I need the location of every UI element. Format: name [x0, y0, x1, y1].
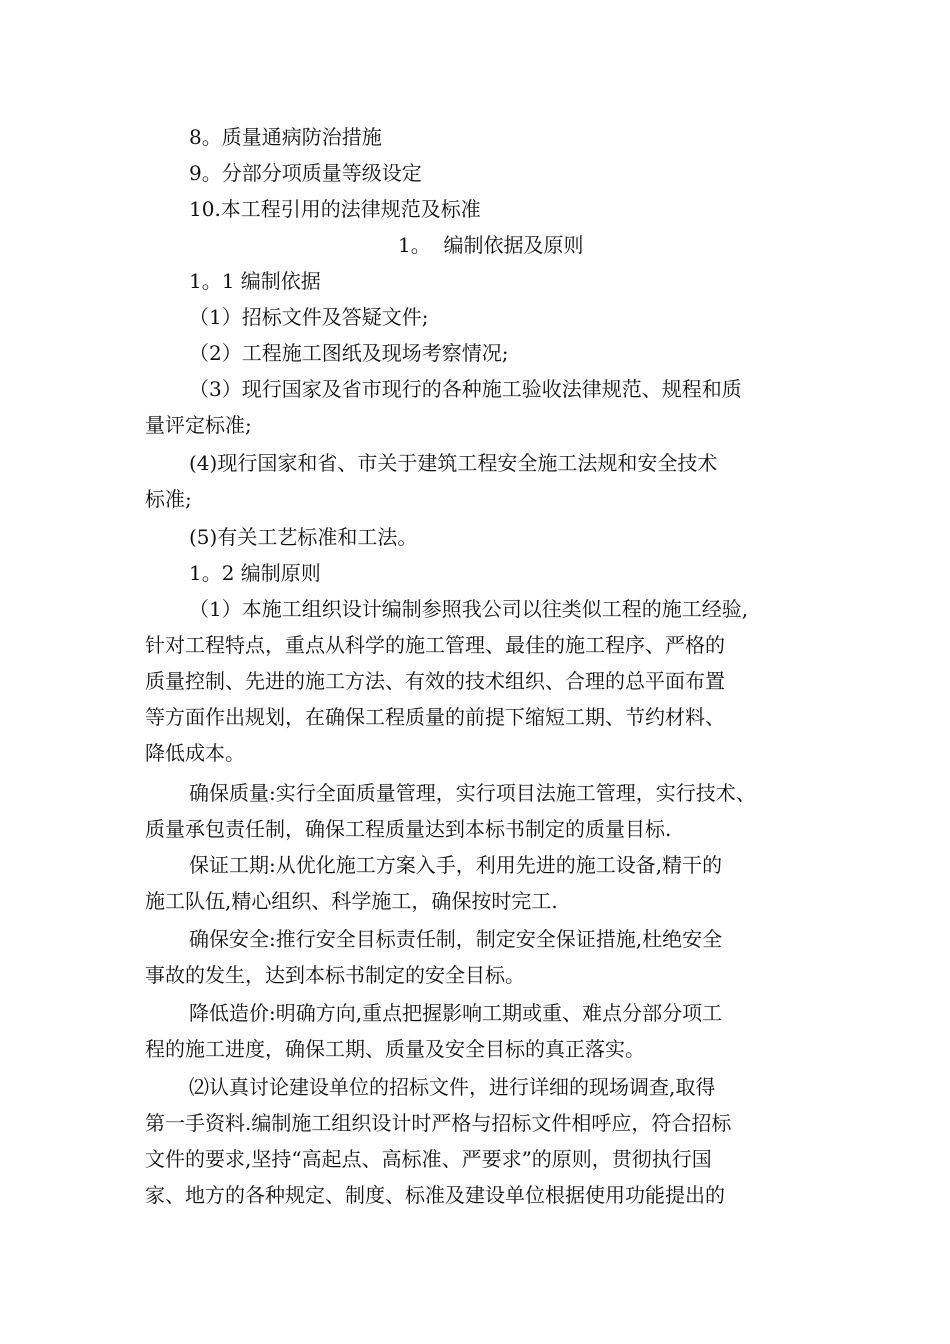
subsection-heading-basis: 1。1 编制依据: [189, 269, 321, 293]
principle-1-line-5: 降低成本。: [145, 741, 245, 765]
section-title: 1。 编制依据及原则: [398, 233, 584, 257]
basis-item-3-line-1: （3）现行国家及省市现行的各种施工验收法律规范、规程和质: [189, 377, 742, 401]
principle-2-line-3: 文件的要求,坚持“高起点、高标准、严要求”的原则，贯彻执行国: [145, 1147, 712, 1171]
principle-2-line-4: 家、地方的各种规定、制度、标准及建设单位根据使用功能提出的: [145, 1183, 725, 1207]
principle-1-line-4: 等方面作出规划，在确保工程质量的前提下缩短工期、节约材料、: [145, 705, 725, 729]
basis-item-1: （1）招标文件及答疑文件;: [189, 305, 429, 329]
principle-2-line-1: ⑵认真讨论建设单位的招标文件，进行详细的现场调查,取得: [189, 1075, 716, 1099]
principle-2-line-2: 第一手资料.编制施工组织设计时严格与招标文件相呼应，符合招标: [145, 1111, 732, 1135]
basis-item-2: （2）工程施工图纸及现场考察情况;: [189, 341, 509, 365]
basis-item-3-line-2: 量评定标准;: [145, 413, 252, 437]
schedule-line-1: 保证工期:从优化施工方案入手，利用先进的施工设备,精干的: [189, 853, 723, 877]
safety-line-1: 确保安全:推行安全目标责任制，制定安全保证措施,杜绝安全: [189, 927, 723, 951]
schedule-line-2: 施工队伍,精心组织、科学施工，确保按时完工.: [145, 889, 558, 913]
principle-1-line-2: 针对工程特点，重点从科学的施工管理、最佳的施工程序、严格的: [145, 633, 725, 657]
principle-1-line-3: 质量控制、先进的施工方法、有效的技术组织、合理的总平面布置: [145, 669, 725, 693]
toc-item-8: 8。质量通病防治措施: [189, 125, 382, 149]
cost-line-2: 程的施工进度，确保工期、质量及安全目标的真正落实。: [145, 1037, 645, 1061]
subsection-heading-principles: 1。2 编制原则: [189, 561, 321, 585]
basis-item-4-line-2: 标准;: [145, 487, 192, 511]
quality-line-1: 确保质量:实行全面质量管理，实行项目法施工管理，实行技术、: [189, 781, 756, 805]
basis-item-5: (5)有关工艺标准和工法。: [189, 525, 418, 549]
basis-item-4-line-1: (4)现行国家和省、市关于建筑工程安全施工法规和安全技术: [189, 451, 718, 475]
safety-line-2: 事故的发生，达到本标书制定的安全目标。: [145, 963, 525, 987]
principle-1-line-1: （1）本施工组织设计编制参照我公司以往类似工程的施工经验,: [189, 597, 749, 621]
toc-item-9: 9。分部分项质量等级设定: [189, 161, 422, 185]
toc-item-10: 10.本工程引用的法律规范及标准: [189, 197, 481, 221]
quality-line-2: 质量承包责任制，确保工程质量达到本标书制定的质量目标.: [145, 817, 672, 841]
cost-line-1: 降低造价:明确方向,重点把握影响工期或重、难点分部分项工: [189, 1001, 723, 1025]
